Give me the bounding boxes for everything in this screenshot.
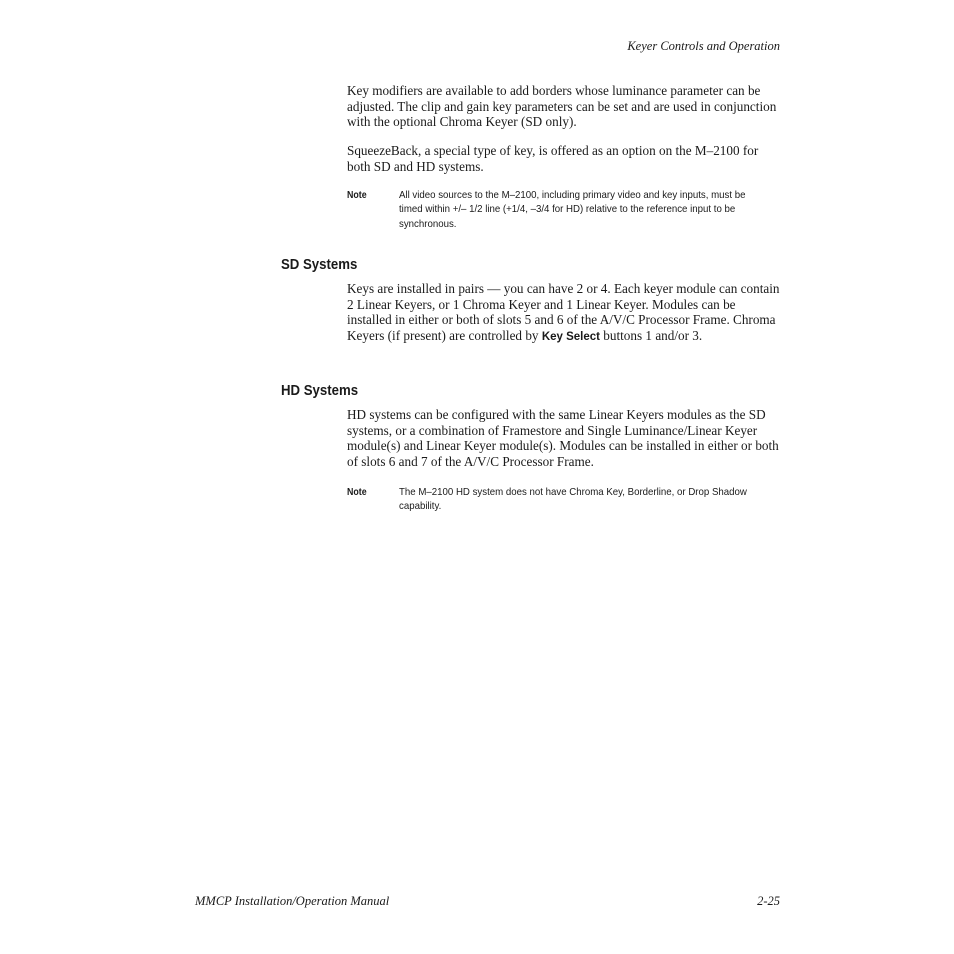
- note-text: All video sources to the M–2100, including primary video and key inputs, must be timed within +/– 1/2 line (+1/4, –3/4 for HD) relative to the reference input to be synchronous.: [399, 190, 746, 230]
- key-select-button-label: Key Select: [541, 330, 600, 343]
- intro-paragraph-2: SqueezeBack, a special type of key, is offered as an option on the M–2100 for both SD and HD systems.: [347, 143, 759, 174]
- intro-paragraph-1: Key modifiers are available to add borders whose luminance parameter can be adjusted. The clip and gain key parameters can be set and are used in conjunction with the optional Chroma Keyer (SD only).: [347, 83, 777, 130]
- hd-systems-heading: HD Systems: [281, 382, 359, 399]
- hd-systems-paragraph: HD systems can be configured with the same Linear Keyers modules as the SD systems, or a combination of Framestore and Single Luminance/Linear Keyer module(s) and Linear Keyer module(s). Modules can be installed in either or both of slots 6 and 7 of the A/V/C Processor Frame.: [347, 407, 779, 469]
- hd-capability-note: [347, 486, 783, 515]
- timing-note: [347, 189, 783, 232]
- note-label: Note: [347, 487, 367, 498]
- sd-systems-paragraph: [347, 281, 783, 345]
- running-header: Keyer Controls and Operation: [627, 39, 780, 53]
- footer-page-number: 2-25: [757, 894, 780, 908]
- footer-manual-title: MMCP Installation/Operation Manual: [195, 894, 390, 908]
- sd-systems-heading: SD Systems: [281, 256, 358, 273]
- note-label: Note: [347, 190, 367, 201]
- sd-text-before: Keys are installed in pairs — you can have 2 or 4. Each keyer module can contain 2 Linear Keyers, or 1 Chroma Keyer and 1 Linear Keyer. Modules can be installed in either or both of slots 5 and 6 of the A/V/C Processor Frame. Chroma Keyers (if present) are controlled by: [347, 281, 780, 343]
- sd-text-after: buttons 1 and/or 3.: [600, 327, 703, 343]
- note-text: The M–2100 HD system does not have Chroma Key, Borderline, or Drop Shadow capability.: [399, 487, 747, 513]
